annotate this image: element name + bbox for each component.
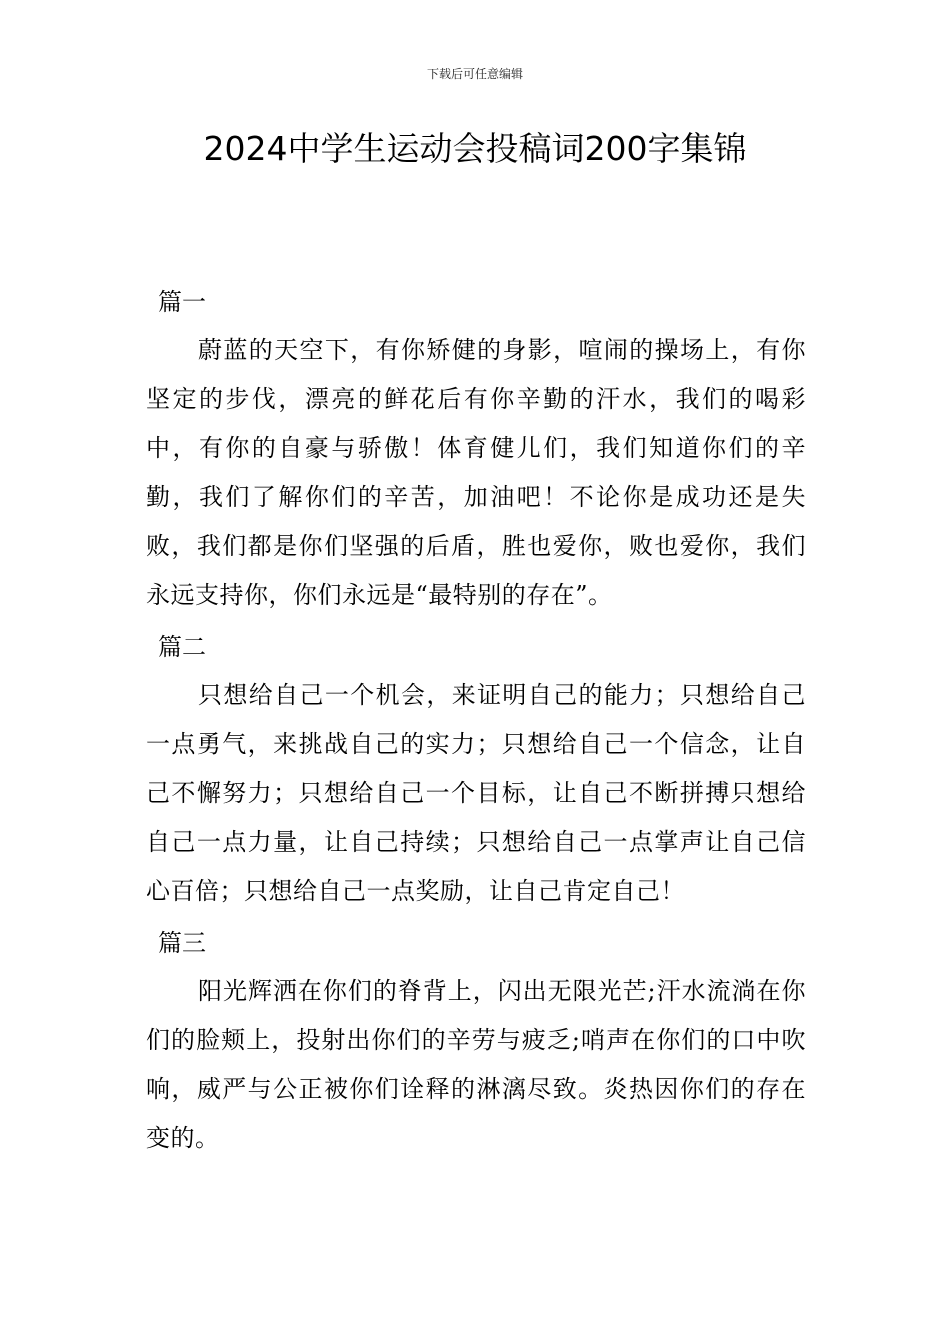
document-body bbox=[146, 278, 806, 1166]
section-heading: 篇一 bbox=[158, 288, 206, 316]
header-note: 下载后可任意编辑 bbox=[426, 67, 523, 81]
section-heading: 篇三 bbox=[158, 929, 206, 957]
document-title: 2024中学生运动会投稿词200字集锦 bbox=[203, 129, 747, 168]
section-3 bbox=[146, 919, 806, 1163]
section-paragraph: 只想给自己一个机会，来证明自己的能力；只想给自己一点勇气，来挑战自己的实力；只想给自己一个信念，让自己不懈努力；只想给自己一个目标，让自己不断拼搏只想给自己一点力量，让自己持续；只想给自己一点掌声让自己信心百倍；只想给自己一点奖励，让自己肯定自己！ bbox=[146, 681, 806, 905]
section-paragraph: 阳光辉洒在你们的脊背上，闪出无限光芒;汗水流淌在你们的脸颊上，投射出你们的辛劳与疲乏;哨声在你们的口中吹响，威严与公正被你们诠释的淋漓尽致。炎热因你们的存在变的。 bbox=[146, 977, 806, 1152]
section-heading: 篇二 bbox=[158, 633, 206, 661]
section-paragraph: 蔚蓝的天空下，有你矫健的身影，喧闹的操场上，有你坚定的步伐，漂亮的鲜花后有你辛勤的汗水，我们的喝彩中，有你的自豪与骄傲！体育健儿们，我们知道你们的辛勤，我们了解你们的辛苦，加油吧！不论你是成功还是失败，我们都是你们坚强的后盾，胜也爱你，败也爱你，我们永远支持你，你们永远是“最特别的存在”。 bbox=[146, 336, 806, 609]
section-2 bbox=[146, 623, 806, 916]
section-1 bbox=[146, 278, 806, 620]
